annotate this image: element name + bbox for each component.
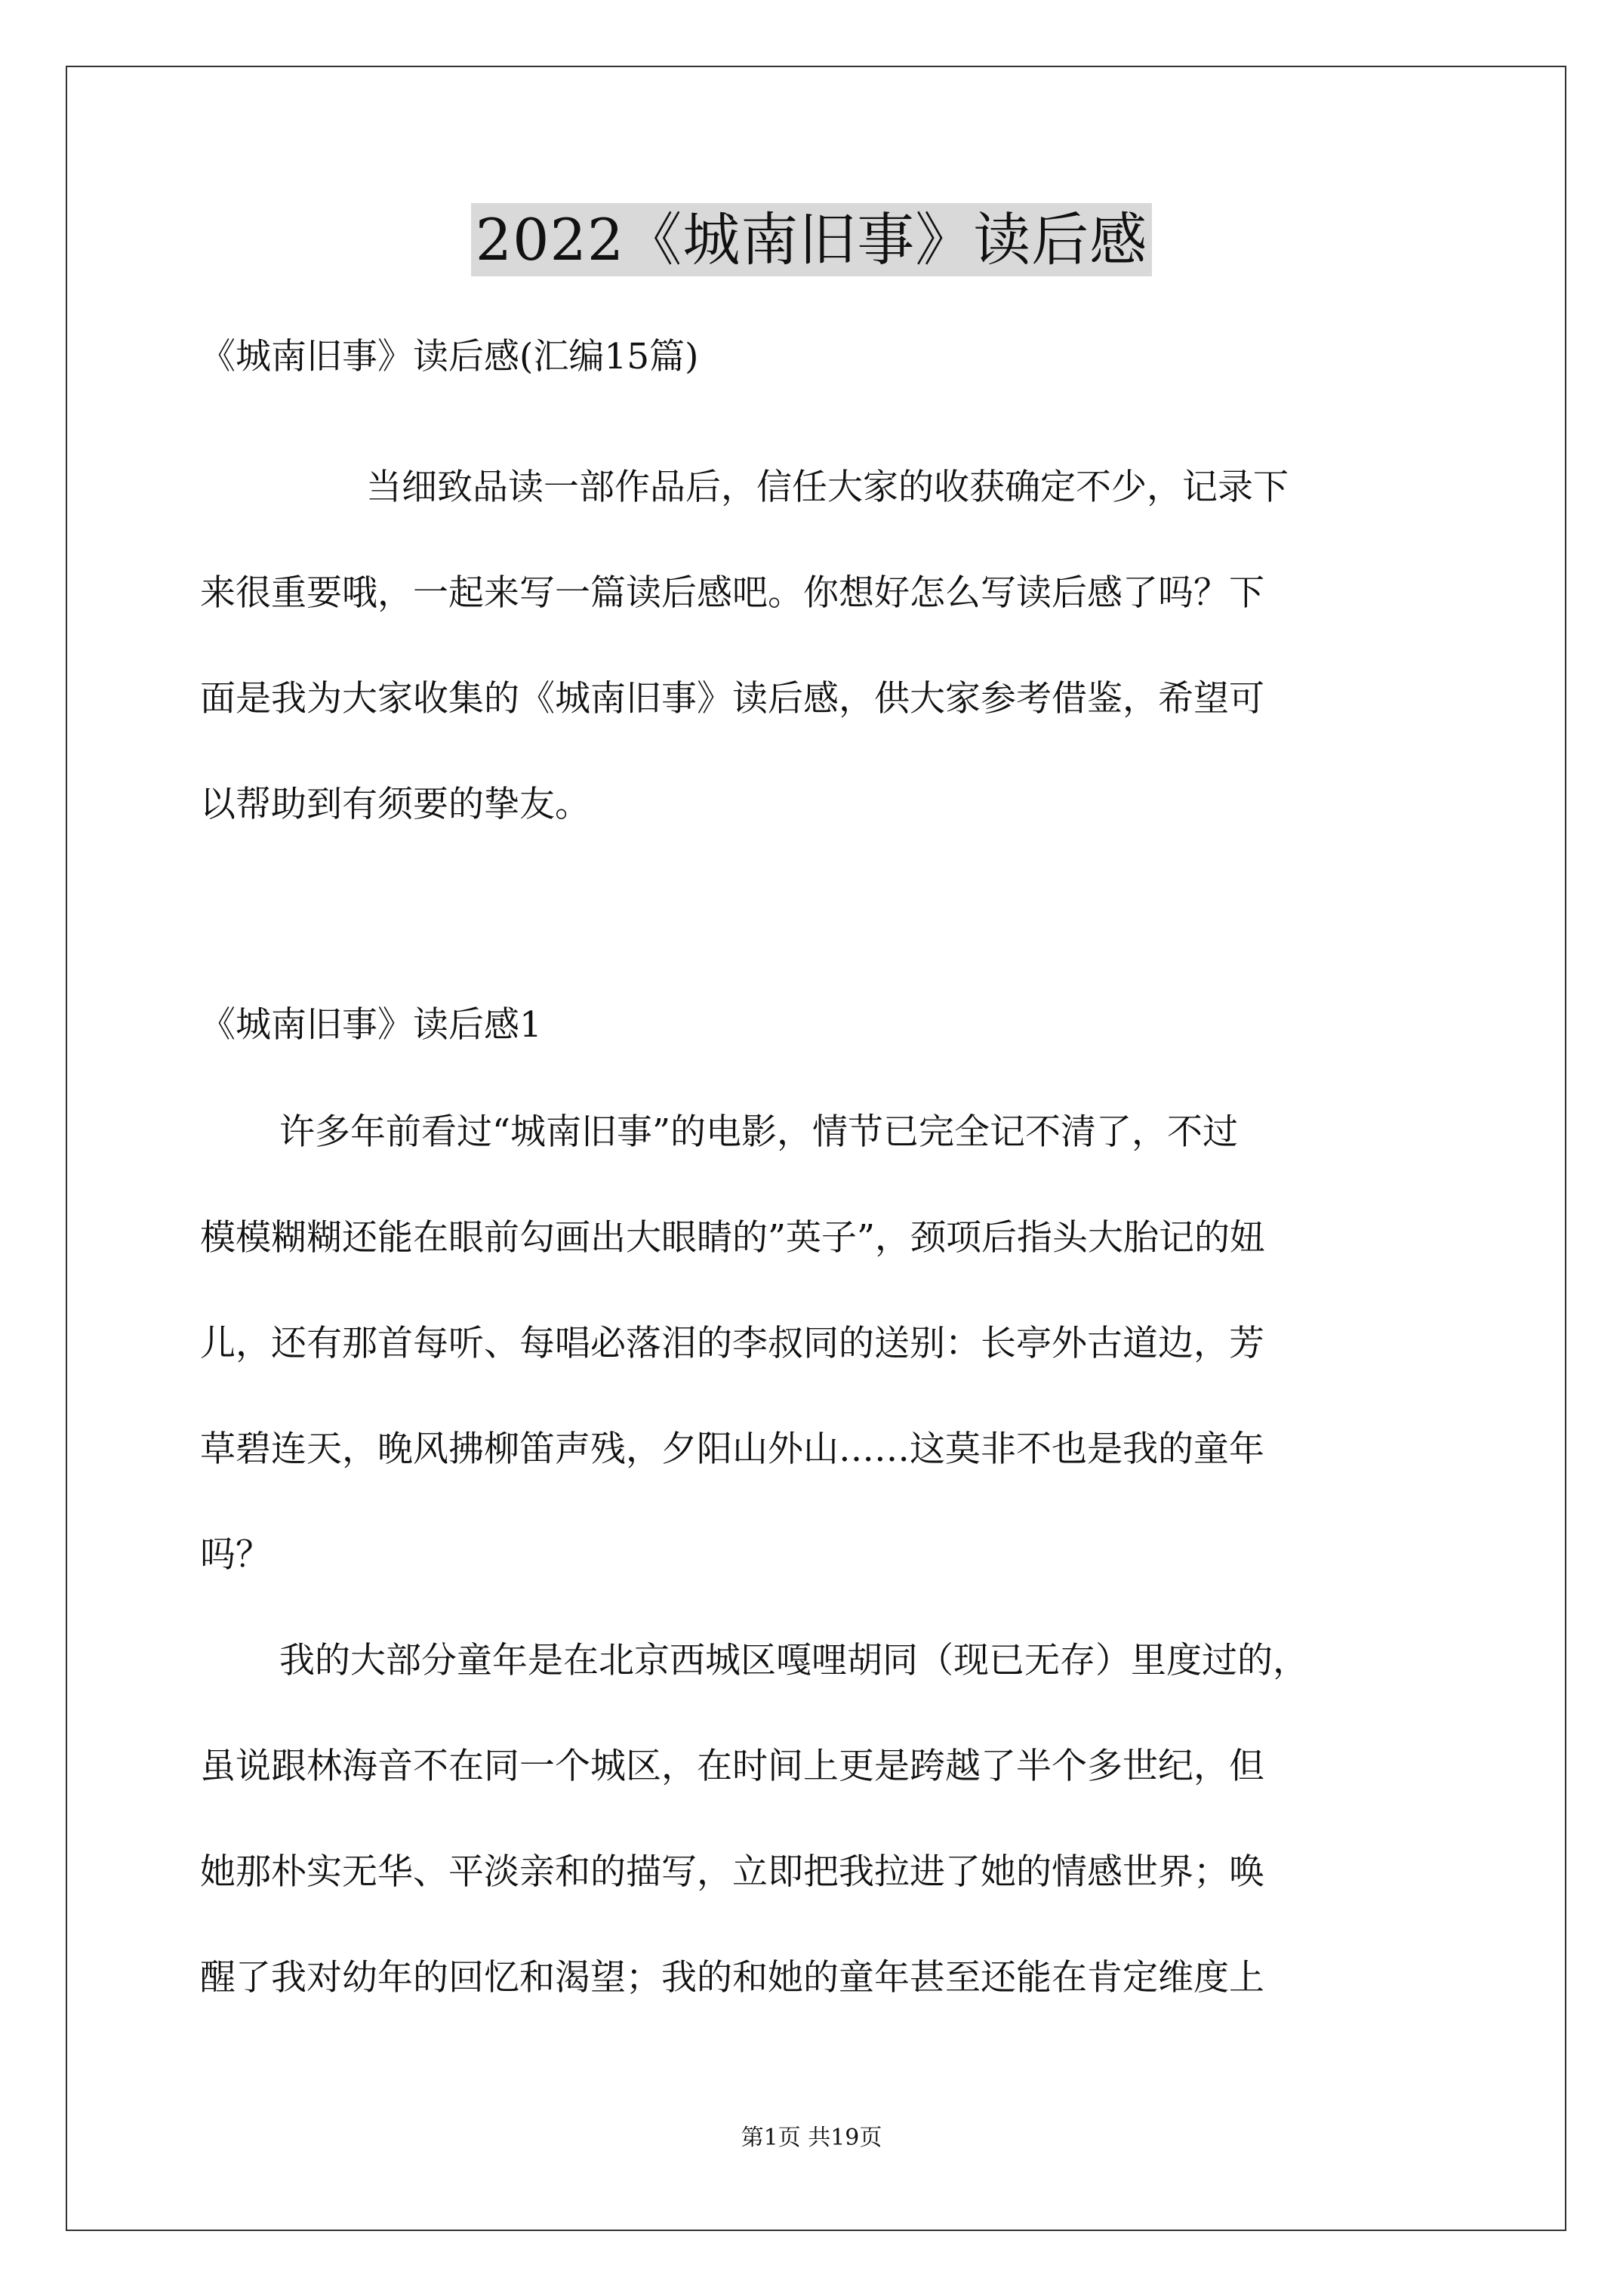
intro-line: 来很重要哦，一起来写一篇读后感吧。你想好怎么写读后感了吗？下	[200, 572, 1264, 614]
paragraph-line: 吗？	[200, 1534, 271, 1576]
intro-line: 当细致品读一部作品后，信任大家的收获确定不少，记录下	[366, 467, 1289, 508]
paragraph-line: 儿，还有那首每听、每唱必落泪的李叔同的送别：长亭外古道边，芳	[200, 1323, 1264, 1364]
section-heading: 《城南旧事》读后感1	[200, 1004, 542, 1046]
page-footer: 第1页 共19页	[741, 2125, 882, 2151]
intro-line: 面是我为大家收集的《城南旧事》读后感，供大家参考借鉴，希望可	[200, 678, 1264, 720]
paragraph-line: 她那朴实无华、平淡亲和的描写，立即把我拉进了她的情感世界；唤	[200, 1851, 1264, 1893]
paragraph-line: 虽说跟林海音不在同一个城区，在时间上更是跨越了半个多世纪，但	[200, 1746, 1264, 1787]
paragraph-line: 我的大部分童年是在北京西城区嘎哩胡同（现已无存）里度过的，	[279, 1640, 1308, 1681]
subtitle: 《城南旧事》读后感(汇编15篇)	[200, 336, 699, 378]
document-title: 2022《城南旧事》读后感	[0, 202, 1623, 278]
paragraph-line: 模模糊糊还能在眼前勾画出大眼睛的”英子”，颈项后指头大胎记的妞	[200, 1217, 1266, 1259]
paragraph-line: 草碧连天，晚风拂柳笛声残，夕阳山外山……这莫非不也是我的童年	[200, 1428, 1264, 1470]
intro-line: 以帮助到有须要的挚友。	[200, 784, 590, 825]
paragraph-line: 醒了我对幼年的回忆和渴望；我的和她的童年甚至还能在肯定维度上	[200, 1957, 1264, 1999]
paragraph-line: 许多年前看过“城南旧事”的电影，情节已完全记不清了，不过	[279, 1111, 1239, 1153]
